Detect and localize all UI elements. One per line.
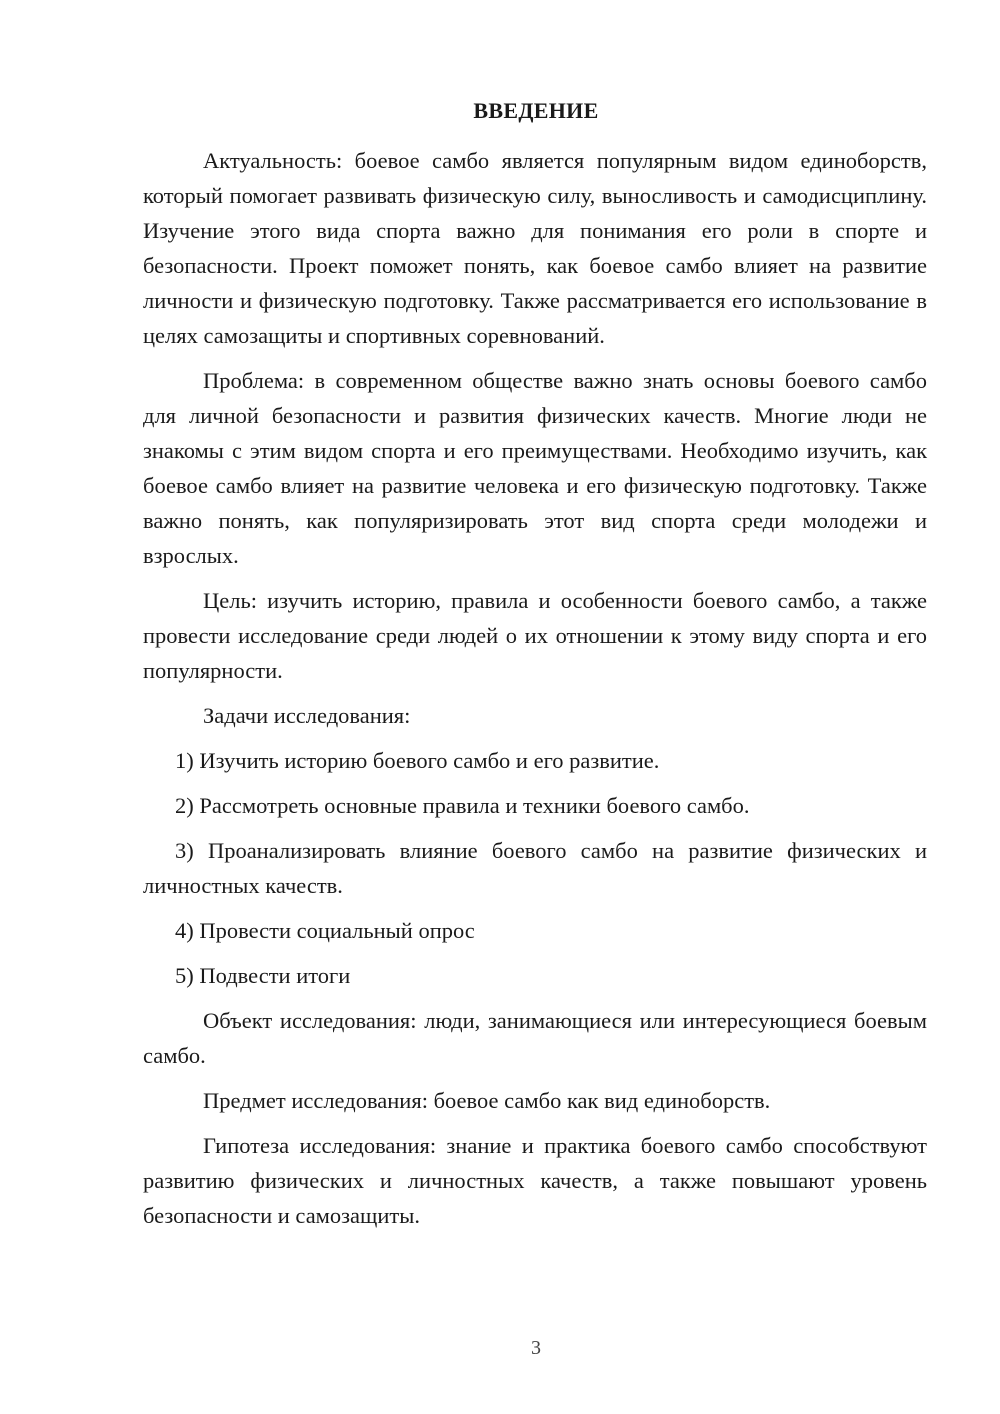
paragraph-relevance: Актуальность: боевое самбо является популярным видом единоборств, который помогает развивать физическую силу, выносливость и самодисциплину. Изучение этого вида спорта важно для понимания его роли в спорте и безопасности. Проект поможет понять, как боевое самбо влияет на развитие личности и физическую подготовку. Также рассматривается его использование в целях самозащиты и спортивных соревнований. <box>143 148 927 348</box>
paragraph-goal: Цель: изучить историю, правила и особенности боевого самбо, а также провести исследование среди людей о их отношении к этому виду спорта и его популярности. <box>143 588 927 683</box>
task-item: 3) Проанализировать влияние боевого самбо на развитие физических и личностных качеств. <box>143 838 927 898</box>
task-item: 5) Подвести итоги <box>175 963 351 988</box>
task-item: 1) Изучить историю боевого самбо и его развитие. <box>175 748 660 773</box>
task-item: 2) Рассмотреть основные правила и техники боевого самбо. <box>175 793 750 818</box>
task-item: 4) Провести социальный опрос <box>175 918 475 943</box>
paragraph-problem: Проблема: в современном обществе важно знать основы боевого самбо для личной безопасности и развития физических качеств. Многие люди не знакомы с этим видом спорта и его преимуществами. Необходимо изучить, как боевое самбо влияет на развитие человека и его физическую подготовку. Также важно понять, как популяризировать этот вид спорта среди молодежи и взрослых. <box>143 368 927 568</box>
paragraph-hypothesis: Гипотеза исследования: знание и практика боевого самбо способствуют развитию физических и личностных качеств, а также повышают уровень безопасности и самозащиты. <box>143 1133 927 1228</box>
paragraph-object: Объект исследования: люди, занимающиеся или интересующиеся боевым самбо. <box>143 1008 927 1068</box>
tasks-heading: Задачи исследования: <box>203 703 411 728</box>
paragraph-subject: Предмет исследования: боевое самбо как вид единоборств. <box>203 1088 771 1113</box>
page-number: 3 <box>531 1337 541 1359</box>
page-title: ВВЕДЕНИЕ <box>473 98 599 123</box>
body-text <box>143 143 927 1243</box>
